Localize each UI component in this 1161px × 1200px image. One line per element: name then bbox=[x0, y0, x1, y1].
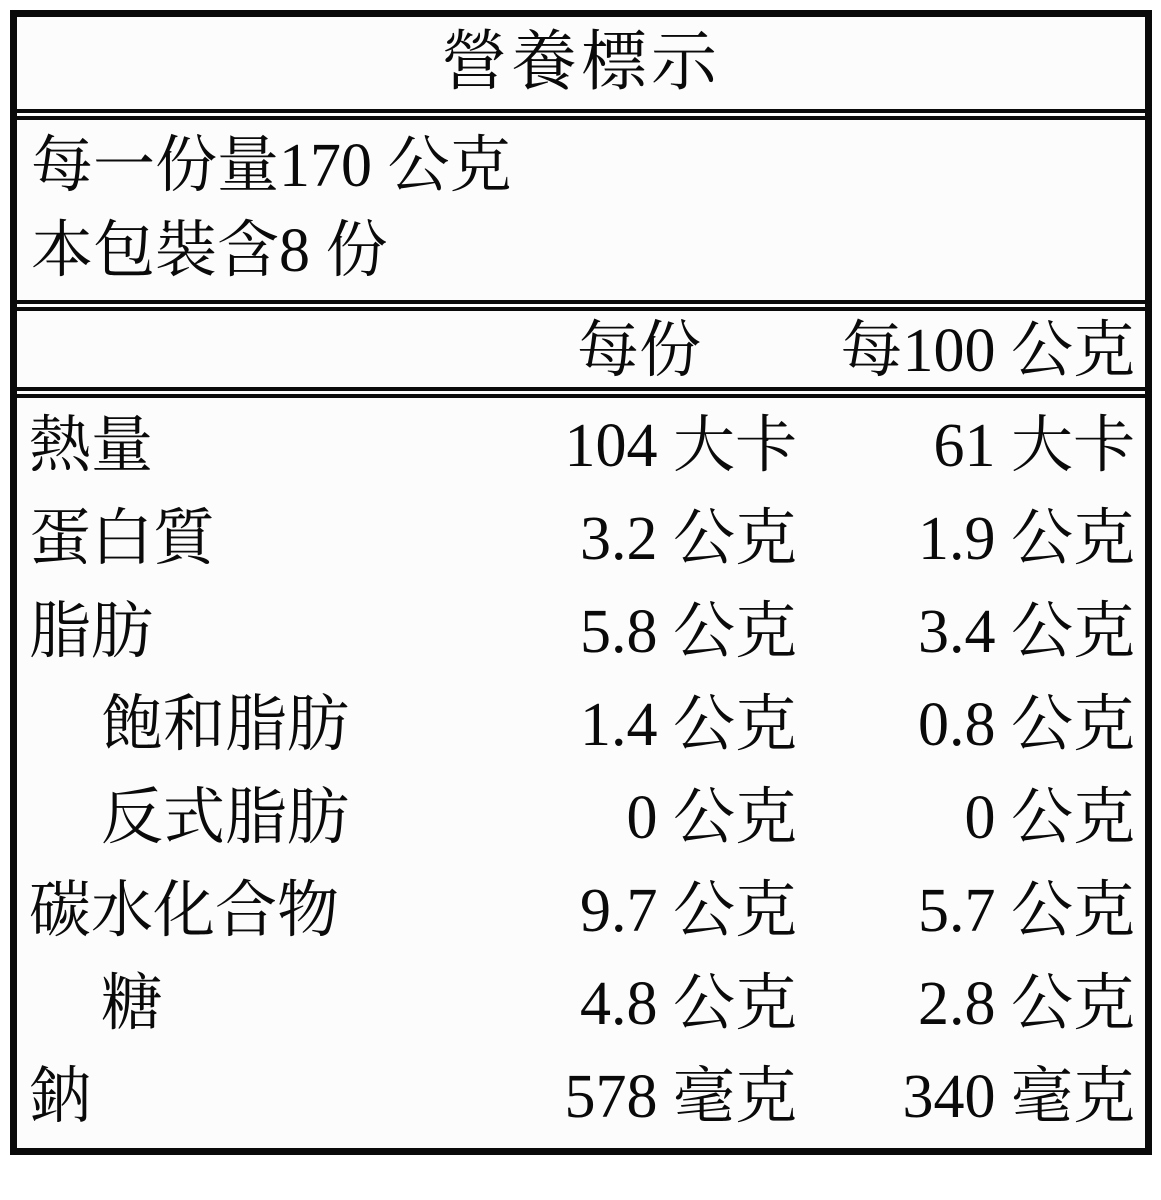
serving-size-line: 每一份量170 公克 bbox=[31, 132, 512, 200]
header-spacer bbox=[17, 311, 497, 387]
nutrient-label: 反式脂肪 bbox=[101, 784, 350, 852]
per-100g-value: 0.8 公克 bbox=[917, 691, 1135, 759]
nutrient-label: 糖 bbox=[101, 970, 164, 1038]
serving-info-section bbox=[17, 116, 1145, 304]
servings-per-package-line: 本包裝含8 份 bbox=[31, 217, 388, 285]
label-title: 營養標示 bbox=[17, 17, 1145, 113]
nutrient-label: 脂肪 bbox=[29, 598, 154, 666]
per-100g-value: 340 毫克 bbox=[902, 1063, 1135, 1131]
nutrient-row bbox=[17, 865, 1145, 958]
per-100g-value: 61 大卡 bbox=[933, 412, 1135, 480]
per-serving-value: 578 毫克 bbox=[564, 1063, 797, 1131]
nutrient-row bbox=[17, 1051, 1145, 1144]
per-100g-value: 1.9 公克 bbox=[917, 505, 1135, 573]
nutrient-row bbox=[17, 586, 1145, 679]
nutrition-label-table bbox=[10, 10, 1152, 1155]
per-serving-value: 3.2 公克 bbox=[579, 505, 797, 573]
nutrient-row bbox=[17, 493, 1145, 586]
per-100g-value: 5.7 公克 bbox=[917, 877, 1135, 945]
per-100g-value: 0 公克 bbox=[964, 784, 1135, 852]
per-serving-value: 104 大卡 bbox=[564, 412, 797, 480]
nutrient-label: 碳水化合物 bbox=[29, 877, 340, 945]
column-header-per-100g: 每100 公克 bbox=[840, 317, 1135, 385]
nutrient-label: 鈉 bbox=[29, 1063, 92, 1131]
nutrient-rows-section bbox=[17, 394, 1145, 1148]
per-serving-value: 9.7 公克 bbox=[579, 877, 797, 945]
nutrient-row bbox=[17, 400, 1145, 493]
per-serving-value: 1.4 公克 bbox=[579, 691, 797, 759]
nutrient-label: 飽和脂肪 bbox=[101, 691, 350, 759]
nutrient-label: 蛋白質 bbox=[29, 505, 216, 573]
column-header-row bbox=[17, 307, 1145, 391]
per-100g-value: 3.4 公克 bbox=[917, 598, 1135, 666]
per-serving-value: 4.8 公克 bbox=[579, 970, 797, 1038]
column-header-per-serving: 每份 bbox=[576, 317, 701, 385]
per-serving-value: 0 公克 bbox=[626, 784, 797, 852]
nutrient-row bbox=[17, 772, 1145, 865]
nutrient-label: 熱量 bbox=[29, 412, 154, 480]
per-serving-value: 5.8 公克 bbox=[579, 598, 797, 666]
nutrient-row bbox=[17, 958, 1145, 1051]
nutrient-row bbox=[17, 679, 1145, 772]
per-100g-value: 2.8 公克 bbox=[917, 970, 1135, 1038]
